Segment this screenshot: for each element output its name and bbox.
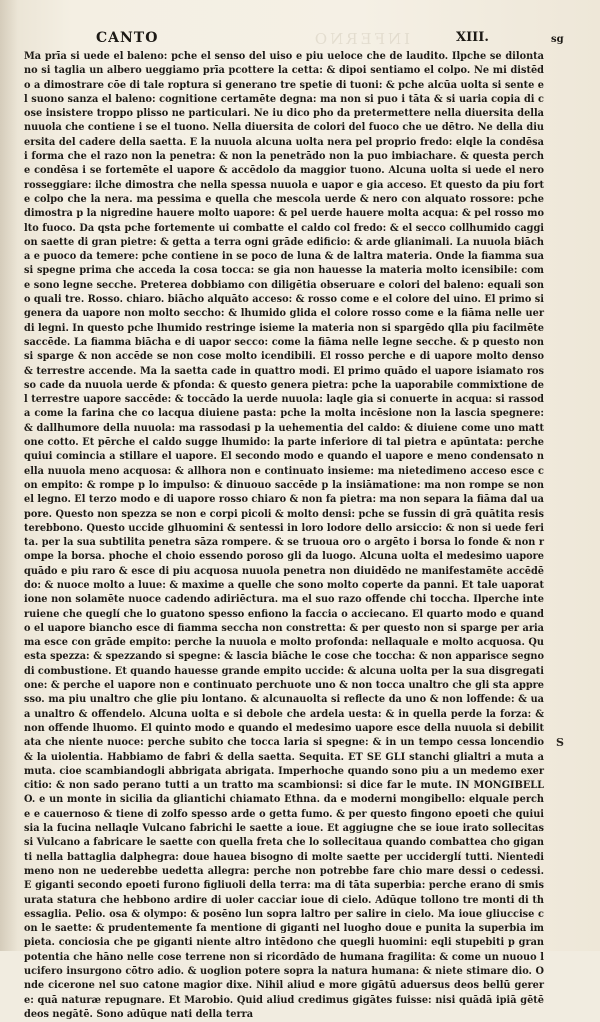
canto-label: CANTO [96,30,159,46]
commentary-text [24,50,544,1022]
canto-number: XIII. [456,30,489,45]
bleed-through-text: INFERNO [311,30,410,48]
commentary-paragraph: Ma prīa si uede el baleno: pche el senso del uiso e piu ueloce che de laudito. Ilpche se dilontano si taglia un albero ueggiamo prīa pcottere la cetta: & dipoi sentiamo el colpo. Ne mi distēdo a dimostrare cōe di tale roptura si generano tre spetie di tuoni: & pche alcūa uolta si sente el suono sanza el baleno: cognitione certamēte degna: ma non si puo i tāta & si uaria copia di cose insistere troppo plisso ne particulari. Ne iu dico pho da pretermettere nella diuersita della nuuola che contiene i se el tuono. Nella diuersita de colori del fuoco che ue dētro. Ne della diuersita del cadere della saetta. E la nuuola alcuna uolta nera pel proprio fredo: elqle la condēsa i forma che el razo non la penetra: & non la penetrādo non la puo imbiachare. & questa perche condēsa i se fortemēte el uapore & accēdolo da maggior tuono. Alcuna uolta si uede el nero rosseggiare: ilche dimostra che nella spessa nuuola e uapor e gia acceso. Et questo da piu forte colpo che la nera. ma pessima e quella che mescola uerde & nero con alquato rossore: pche dimostra p la nigredine hauere molto uapore: & pel uerde hauere molta acqua: & pel rosso molto fuoco. Da qsta pche fortemente ui combatte el caldo col fredo: & el secco collhumido caggion saette di gran pietre: & getta a terra ogni grāde edificio: & arde glianimali. La nuuola biācha e puoco da temere: pche contiene in se poco de luna & de laltra materia. Onde la fiamma sua si spegne prima che acceda la cosa tocca: se gia non hauesse la materia molto icensibile: come sono legne secche. Preterea dobbiamo con diligētia obseruare e colori del baleno: equali sono quali tre. Rosso. chiaro. biācho alquāto acceso: & rosso come e el colore del uino. El primo si genera da uapore non molto seccho: & lhumido glida el colore rosso come e la fiāma nelle uerdi legni. In questo pche lhumido restringe isieme la materia non si spargēdo qlla piu facilmēte saccēde. La fiamma biācha e di uapor secco: come la fiāma nelle legne secche. & p questo non si sparge & non accēde se non cose molto icendibili. El rosso perche e di uapore molto denso & terrestre accende. Ma la saetta cade in quattro modi. El primo quādo el uapore isiamato rosso cade da nuuola uerde & pfonda: & questo genera pietra: pche la uaporabile commixtione del terrestre uapore saccēde: & toccādo la uerde nuuola: laqle gia si conuerte in acqua: si rassoda come la farina che co lacqua diuiene pasta: pche la molta incēsione non la lascia spegnere: & dallhumore della nuuola: ma rassodasi p la uehementia del caldo: & diuiene come uno mattone cotto. Et pērche el caldo sugge lhumido: la parte inferiore di tal pietra e apūntata: perche quiui comincia a stillare el uapore. El secondo modo e quando el uapore e meno condensato nella nuuola meno acquosa: & allhora non e continuato insieme: ma nietedimeno acceso esce con empito: & rompe p lo impulso: & dinuouo saccēde p la insiāmatione: ma non rompe se non el legno. El terzo modo e di uapore rosso chiaro & non fa pietra: ma non separa la fiāma dal uapore. Questo non spezza se non e corpi picoli & molto densi: pche se fussin di grā quātita resisterebbono. Questo uccide glhuomini & sentessi in loro lodore dello arsiccio: & non si uede ferita. per la sua subtilita penetra sāza rompere. & se truoua oro o argēto i borsa lo fonde & non rompe la borsa. phoche el choio essendo poroso gli da luogo. Alcuna uolta el medesimo uapore quādo e piu raro & esce di piu acquosa nuuola penetra non diuidēdo ne manifestamēte accēdēdo: & nuoce molto a luue: & maxime a quelle che sono molto coperte da panni. Et tale uaporatione non solamēte nuoce cadendo adiriēctura. ma el suo razo offende chi toccha. Ilperche interuiene che queglí che lo guatono spesso enfiono la faccia o acciecano. El quarto modo e quando el uapore biancho esce di fiamma seccha non constretta: & per questo non si sparge per aria ma esce con grāde empito: perche la nuuola e molto profonda: nellaquale e molto acquosa. Questa spezza: & spezzando si spegne: & lascia biāche le cose che toccha: & non apparisce segno di combustione. Et quando hauesse grande empito uccide: & alcuna uolta per la sua disgregatione: & perche el uapore non e continuato perchuote uno & non tocca unaltro che gli sta appresso. ma piu unaltro che glie piu lontano. & alcunauolta si reflecte da uno & non loffende: & ua a unaltro & offendelo. Alcuna uolta e si debole che ardela uesta: & in quella perde la forza: & non offende lhuomo. El quinto modo e quando el medesimo uapore esce della nuuola si debilitata che niente nuoce: perche subito che tocca laria si spegne: & in un tempo cessa loncendio & la uiolentia. Habbiamo de fabri & della saetta. Sequita. ET SE GLI stanchi glialtri a muta a muta. cioe scambiandogli abbrigata abrigata. Imperhoche quando sono piu a un medemo exercitio: & non sado perano tutti a un tratto ma scambionsi: si dice far le mute. IN MONGIBELLO. e un monte in sicilia da gliantichi chiamato Ethna. da e moderni mongibello: elquale perche e cauernoso & tiene di zolfo spesso arde o getta fumo. & per questo fingono epoeti che quiui sia la fucina nellaqle Vulcano fabrichi le saette a ioue. Et aggiugne che se ioue irato sollecitassi Vulcano a fabricare le saette con quella freta che lo sollecitaua quando combattea cho giganti nella battaglia dalphegra: doue hauea bisogno di molte saette per ucciderglí tutti. Nientedimeno non ne uederebbe uedetta allegra: perche non potrebbe fare chio mare dessi o cedessi. E giganti secondo epoeti furono figliuoli della terra: ma di tāta superbia: perche erano di smisurata statura che hebbono ardire di uoler cacciar ioue di cielo. Adūque tollono tre monti di thessaglia. Pelio. osa & olympo: & posēno lun sopra laltro per salire in cielo. Ma ioue gliuccise con le saette: & prudentemente fa mentione di giganti nel luogho doue e punita la superbia impieta. conciosia che pe giganti niente altro intēdono che quegli huomini: eqli stupebiti p gran potentia che hāno nelle cose terrene non si ricordādo de humana fragilita: & come un nuouo lucifero insurgono cōtro adio. & uoglion potere sopra la natura humana: & niete stimare dio. Onde cicerone nel suo catone magior dixe. Nihil aliud e more gigātū aduersus deos bellū gerere: quā naturæ repugnare. Et Marobio. Quid aliud credimus gigātes fuisse: nisi quādā ipiā gētē deos negātē. Sono adūque nati della terra [24,51,544,1020]
margin-note: S [556,736,564,749]
folio-number: sg [551,34,564,45]
gutter-shadow [0,0,18,951]
